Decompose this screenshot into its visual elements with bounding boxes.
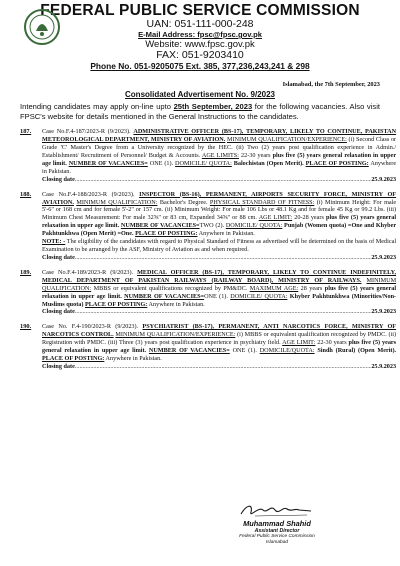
signatory-city: Islamabad xyxy=(265,539,289,545)
post-title: PSYCHIATRIST (BS-17), PERMANENT, ANTI NARCOTICS FORCE, MINISTRY OF NARCOTICS CONTROL. xyxy=(42,323,397,339)
organization-name: FEDERAL PUBLIC SERVICE COMMISSION xyxy=(40,2,360,19)
closing-date: Closing date ..... 25.9.2023 xyxy=(42,308,396,316)
item-number: 188. xyxy=(20,190,32,198)
email-address: E-Mail Address: fpsc@fpsc.gov.pk xyxy=(138,30,262,39)
uan-number: UAN: 051-111-000-248 xyxy=(146,18,254,30)
post-title: MEDICAL OFFICER (BS-17), TEMPORARY, LIKELY TO CONTINUE INDEFINITELY, MEDICAL DEPARTMENT OF PAKISTAN RAILWAYS (RAILWAY BOARD), MINISTRY OF RAILWAYS. xyxy=(42,268,397,284)
letterhead xyxy=(20,3,380,79)
deadline: 25th September, 2023 xyxy=(173,102,253,111)
vacancy-item: 189. Case No.F.4-189/2023-R (9/2023). MEDICAL OFFICER (BS-17), TEMPORARY, LIKELY TO CONTINUE INDEFINITELY, MEDICAL DEPARTMENT OF PAKISTAN RAILWAYS (RAILWAY BOARD), MINISTRY OF RAILWAYS. MINIMUM QUALIFICATION: MBBS or equivalent qualifications recognized by PM&DC. MAXIMUM AGE: 28 years plus five (5) years general relaxation in upper age limit. NUMBER OF VACANCIES=ONE (1). DOMICILE/ QUOTA: Khyber Pakhtunkhwa (Minorities/Non-Muslims quota) PLACE OF POSTING: Anywhere in Pakistan. Closing date ..... 25.9.2023 xyxy=(20,269,380,317)
advertisement-title: Consolidated Advertisement No. 9/2023 xyxy=(125,90,275,99)
signatory-designation: Assistant Director xyxy=(254,528,300,534)
signature-block xyxy=(222,500,332,546)
date-place: Islamabad, the 7th September, 2023 xyxy=(282,81,380,88)
vacancy-item: 187. Case No.F.4-187/2023-R (9/2023). ADMINISTRATIVE OFFICER (BS-17), TEMPORARY, LIKELY TO CONTINUE, PAKISTAN METEOROLOGICAL DEPARTMENT, MINISTRY OF AVIATION. MINIMUM QUALIFICATION/EXPERIENCE: (i) Second Class or Grade 'C' Master's Degree from a University recognized by the HEC. (ii) Two (2) years post qualification experience in Admin./ Establishment/ Recruitment of Personnel/ Budget & Accounts. AGE LIMITS: 22-30 years plus five (5) years general relaxation in upper age limit. NUMBER OF VACANCIES= ONE (1). DOMICILE/ QUOTA: Balochistan (Open Merit). PLACE OF POSTING: Anywhere in Pakistan. Closing date ..... 25.9.2023 xyxy=(20,128,380,183)
fax-number: FAX: 051-9203410 xyxy=(156,49,244,61)
item-number: 190. xyxy=(20,323,32,331)
phone-numbers: Phone No. 051-9205075 Ext. 385, 377,236,243,241 & 298 xyxy=(90,61,310,71)
item-number: 189. xyxy=(20,268,32,276)
intro-paragraph: Intending candidates may apply on-line upto 25th September, 2023 for the following vacancies. Also visit FPSC's website for details mentioned in the General Instructions to the candidates. xyxy=(20,102,380,121)
signatory-name: Muhammad Shahid xyxy=(243,519,311,528)
closing-date: Closing date ..... 25.9.2023 xyxy=(42,254,396,262)
signatory-office: Federal Public Service Commission xyxy=(239,534,315,539)
post-title: ADMINISTRATIVE OFFICER (BS-17), TEMPORARY, LIKELY TO CONTINUE, PAKISTAN METEOROLOGICAL DEPARTMENT, MINISTRY OF AVIATION. xyxy=(42,128,397,144)
fpsc-emblem-icon xyxy=(22,7,62,47)
vacancy-item: 188. Case No.F.4-188/2023-R (9/2023). INSPECTOR (BS-16), PERMANENT, AIRPORTS SECURITY FORCE, MINISTRY OF AVIATION. MINIMUM QUALIFICATION: Bachelor's Degree. PHYSICAL STANDARD OF FITNESS: (i) Minimum Height: For male 5'-6" or 168 cm and for female 5'-2" or 157 cm. (ii) Minimum Weight: For male 106 Lbs or 48.1 Kg and for female 45 Kg or 99.2 Lbs. (iii) Minimum Chest Measurement: For male 32⅝" or 83 cm, Expanded 34⅝" or 88 cm. AGE LIMIT: 20-28 years plus five (5) years general relaxation in upper age limit. NUMBER OF VACANCIES=TWO (2). DOMICILE/ QUOTA: Punjab (Women quota) =One and Khyber Pakhtunkhwa (Open Merit) =One. PLACE OF POSTING: Anywhere in Pakistan. NOTE: - The eligibility of the candidates with regard to Physical Standard of Fitness as advertised will be determined on the basis of Medical Examination to be arranged by the ASF, Ministry of Aviation as and when required. Closing date ..... 25.9.2023 xyxy=(20,191,380,262)
website: Website: www.fpsc.gov.pk xyxy=(145,39,255,50)
item-number: 187. xyxy=(20,128,32,136)
vacancy-item: 190. Case No. F.4-190/2023-R (9/2023). PSYCHIATRIST (BS-17), PERMANENT, ANTI NARCOTICS FORCE, MINISTRY OF NARCOTICS CONTROL. MINIMUM QUALIFICATION/EXPERIENCE: (i) MBBS or equivalent qualification recognized by PMDC. (ii) Registration with PMDC. (iii) Three (3) years post qualification experience in psychiatry field. AGE LIMIT: 22-30 years plus five (5) years general relaxation in upper age limit. NUMBER OF VACANCIES= ONE (1). DOMICILE/QUOTA: Sindh (Rural) (Open Merit). PLACE OF POSTING: Anywhere in Pakistan. Closing date ..... 25.9.2023 xyxy=(20,323,380,371)
closing-date: Closing date ..... 25.9.2023 xyxy=(42,363,396,371)
handwritten-signature-icon xyxy=(237,500,317,520)
post-title: INSPECTOR (BS-16), PERMANENT, AIRPORTS SECURITY FORCE, MINISTRY OF AVIATION. xyxy=(42,190,397,206)
closing-date: Closing date ..... 25.9.2023 xyxy=(42,176,396,184)
